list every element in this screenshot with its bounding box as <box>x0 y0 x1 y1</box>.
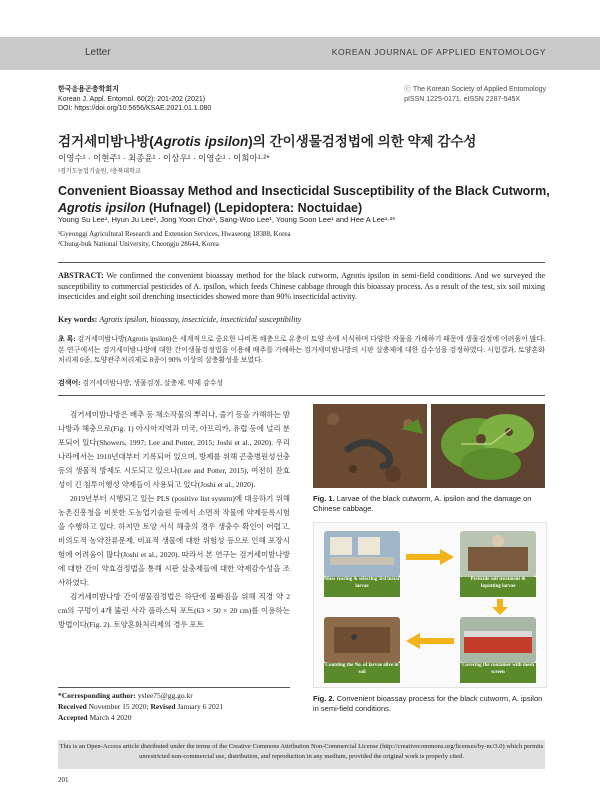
figure-2 <box>313 522 547 688</box>
title-kr-species: Agrotis ipsilon <box>153 134 249 149</box>
license-box: This is an Open-Access article distributed under the terms of the Creative Commons Attribution Non-Commercial License (http://creativecommons.org/licenses/by-nc/3.0) which permits unrestricted non-commercial use, distribution, and reproduction in any medium, provided the original work is properly cited. <box>58 740 545 769</box>
page-number: 201 <box>58 776 69 784</box>
keywords <box>58 315 545 324</box>
copyright-info <box>404 85 546 104</box>
arrow-left-icon <box>406 633 454 649</box>
panel-label: Covering the container with mesh screen <box>460 663 536 683</box>
section-label: Letter <box>85 47 111 58</box>
journal-doi[interactable]: DOI: https://doi.org/10.5656/KSAE.2021.01.1.080 <box>58 105 212 112</box>
fig2-label: Fig. 2. <box>313 694 335 703</box>
abstract-text: We confirmed the convenient bioassay method for the black cutworm, Agrotis ipsilon in semi-field conditions. And we surveyed the susceptibility to commercial pesticides of A. ipsilon, which feeds Chinese cabbage through this bioassay process. As a result of the test, six soil mixing insecticides and eight soil drenching insecticides showed more than 90% insecticidal activity. <box>58 271 546 301</box>
keywords-kr <box>58 378 545 388</box>
panel-label: Mass rearing & selecting 3rd instar larvae <box>324 577 400 597</box>
accepted-label: Accepted <box>58 713 88 722</box>
panel-label: Pesticide soil treatment & Inputting larvae <box>460 577 536 597</box>
affiliations-en <box>58 229 291 249</box>
affiliation-2: ²Chung-buk National University, Cheongju 28644, Korea <box>58 240 219 248</box>
keywords-kr-label: 검색어: <box>58 379 81 387</box>
title-en-species: Agrotis ipsilon <box>58 201 146 215</box>
panel-treatment <box>460 531 536 577</box>
corr-author-label: *Corresponding author: <box>58 691 136 700</box>
arrow-right-icon <box>406 549 454 565</box>
correspondence-block <box>58 690 290 723</box>
journal-name-kr: 한국응용곤충학회지 <box>58 86 119 93</box>
accepted-date: March 4 2020 <box>89 713 132 722</box>
panel-rearing <box>324 531 400 577</box>
journal-info <box>58 85 211 114</box>
body-paragraph: 검거세미밤나방 간이생물검정법은 하단에 물빠짐을 위해 직경 약 2 cm의 구멍이 4개 뚫린 사각 플라스틱 포트(63 × 50 × 20 cm)를 이용하는 방법이다(Fig. 2). 토양혼화처리제의 경우 포트 <box>58 592 290 629</box>
figure-2-caption <box>313 694 545 714</box>
keywords-label: Key words: <box>58 315 98 324</box>
authors-en: Young Su Lee¹, Hyun Ju Lee¹, Jong Yoon Choi¹, Sang-Woo Lee¹, Young Soon Lee¹ and Hee A Lee¹·²* <box>58 215 396 224</box>
larva-photo <box>313 404 427 488</box>
body-paragraph: 검거세미밤나방은 배추 등 채소작물의 뿌리나, 줄기 등을 가해하는 밤나방과 해충으로(Fig. 1) 아시아지역과 미국, 아프리카, 유럽 등에 널리 분포되어 있다(Showers, 1997; Lee and Potter, 2015; Joshi et al., 2020). 우리나라에서는 1910년대부터 기록되어 있으며, 방제를 위해 곤충병원성선충 등의 생물적 방제도 시도되고 있으나(Lee and Potter, 2015), 여전히 잔효성이 긴 침투이행성 약제들이 사용되고 있다(Joshi et al., 2020). <box>58 410 290 489</box>
fig2-text: Convenient bioassay process for the black cutworm, A. ipsilon in semi-field conditions. <box>313 694 543 713</box>
figure-1 <box>313 404 545 488</box>
title-en-part2: (Hufnagel) (Lepidoptera: Noctuidae) <box>145 201 363 215</box>
keywords-kr-text: 검거세미밤나방, 생물검정, 살충제, 약제 감수성 <box>82 379 224 387</box>
keywords-text: Agrotis ipsilon, bioassay, insecticide, insecticidal susceptibility <box>99 315 302 324</box>
corr-email[interactable]: yslee75@gg.go.kr <box>137 691 193 700</box>
divider-top <box>58 262 545 263</box>
arrow-down-icon <box>492 599 508 615</box>
authors-kr: 이영수¹ · 이현주¹ · 최종윤¹ · 이상우¹ · 이영순¹ · 이희아¹·²* <box>58 153 270 163</box>
issn-line: pISSN 1225-0171, eISSN 2287-545X <box>404 95 521 103</box>
fig1-label: Fig. 1. <box>313 494 335 503</box>
divider-body <box>58 395 545 396</box>
panel-counting <box>324 617 400 663</box>
title-kr-part1: 검거세미밤나방( <box>58 134 154 149</box>
abstract-label: ABSTRACT: <box>58 271 104 280</box>
abstract <box>58 271 545 303</box>
received-date: November 15 2020; <box>88 702 149 711</box>
received-label: Received <box>58 702 87 711</box>
title-en-part1: Convenient Bioassay Method and Insecticidal Susceptibility of the Black Cutworm, <box>58 184 550 198</box>
figure-1-caption <box>313 494 545 514</box>
correspondence-divider <box>58 687 290 688</box>
affiliation-1: ¹Gyeonggi Agricultural Research and Extension Services, Hwaseong 18388, Korea <box>58 230 291 238</box>
cabbage-damage-photo <box>431 404 545 488</box>
fig1-text: Larvae of the black cutworm, A. ipsilon and the damage on Chinese cabbage. <box>313 494 532 513</box>
affiliations-kr: ¹경기도농업기술원, ²충북대학교 <box>58 169 141 175</box>
panel-covering <box>460 617 536 663</box>
abstract-kr <box>58 334 545 366</box>
title-en <box>58 183 558 217</box>
journal-name-en: KOREAN JOURNAL OF APPLIED ENTOMOLOGY <box>331 47 546 57</box>
panel-label: Counting the No. of larvae alive in soil <box>324 663 400 683</box>
revised-date: January 6 2021 <box>177 702 224 711</box>
revised-label: Revised <box>150 702 176 711</box>
title-kr <box>58 130 476 150</box>
abstract-kr-text: 검거세미밤나방(Agrotis ipsilon)은 세계적으로 중요한 나비목 해충으로 유충이 토양 속에 서식하며 다양한 작물을 가해하기 때문에 생물검정에 어려움이 많다. 본 연구에서는 검거세미밤나방에 대한 간이생물검정법을 이용해 배추를 가해하는 검거세미밤나방의 시판 살충제에 대한 감수성을 검정하였다. 시험결과, 토양혼화처리제 6종, 토양관주처리제로 8종이 90% 이상의 살충활성을 보였다. <box>58 335 546 364</box>
body-text <box>58 408 290 632</box>
copyright-line: ⓒ The Korean Society of Applied Entomology <box>404 86 546 93</box>
abstract-kr-label: 초 록: <box>58 335 76 343</box>
journal-citation: Korean J. Appl. Entomol. 60(2): 201-202 (2021) <box>58 95 206 103</box>
body-paragraph: 2019년부터 시행되고 있는 PLS (positive list system)에 대응하기 위해 농촌진흥청을 비롯한 도농업기술원 등에서 소면적 작물에 약제등록시험을 수행하고 있다. 하지만 토양 서식 해충의 경우 생충수 확인이 어렵고, 비의도적 농약잔류문제, 비표적 생물에 대한 위험성 등으로 인해 포장시험에 어려움이 많다(Joshi et al., 2020). 따라서 본 연구는 검거세미밤나방에 대한 간이 약효검정법을 통해 시판 살충제들에 대한 약제감수성을 조사하였다. <box>58 494 290 587</box>
title-kr-part2: )의 간이생물검정법에 의한 약제 감수성 <box>248 134 477 149</box>
